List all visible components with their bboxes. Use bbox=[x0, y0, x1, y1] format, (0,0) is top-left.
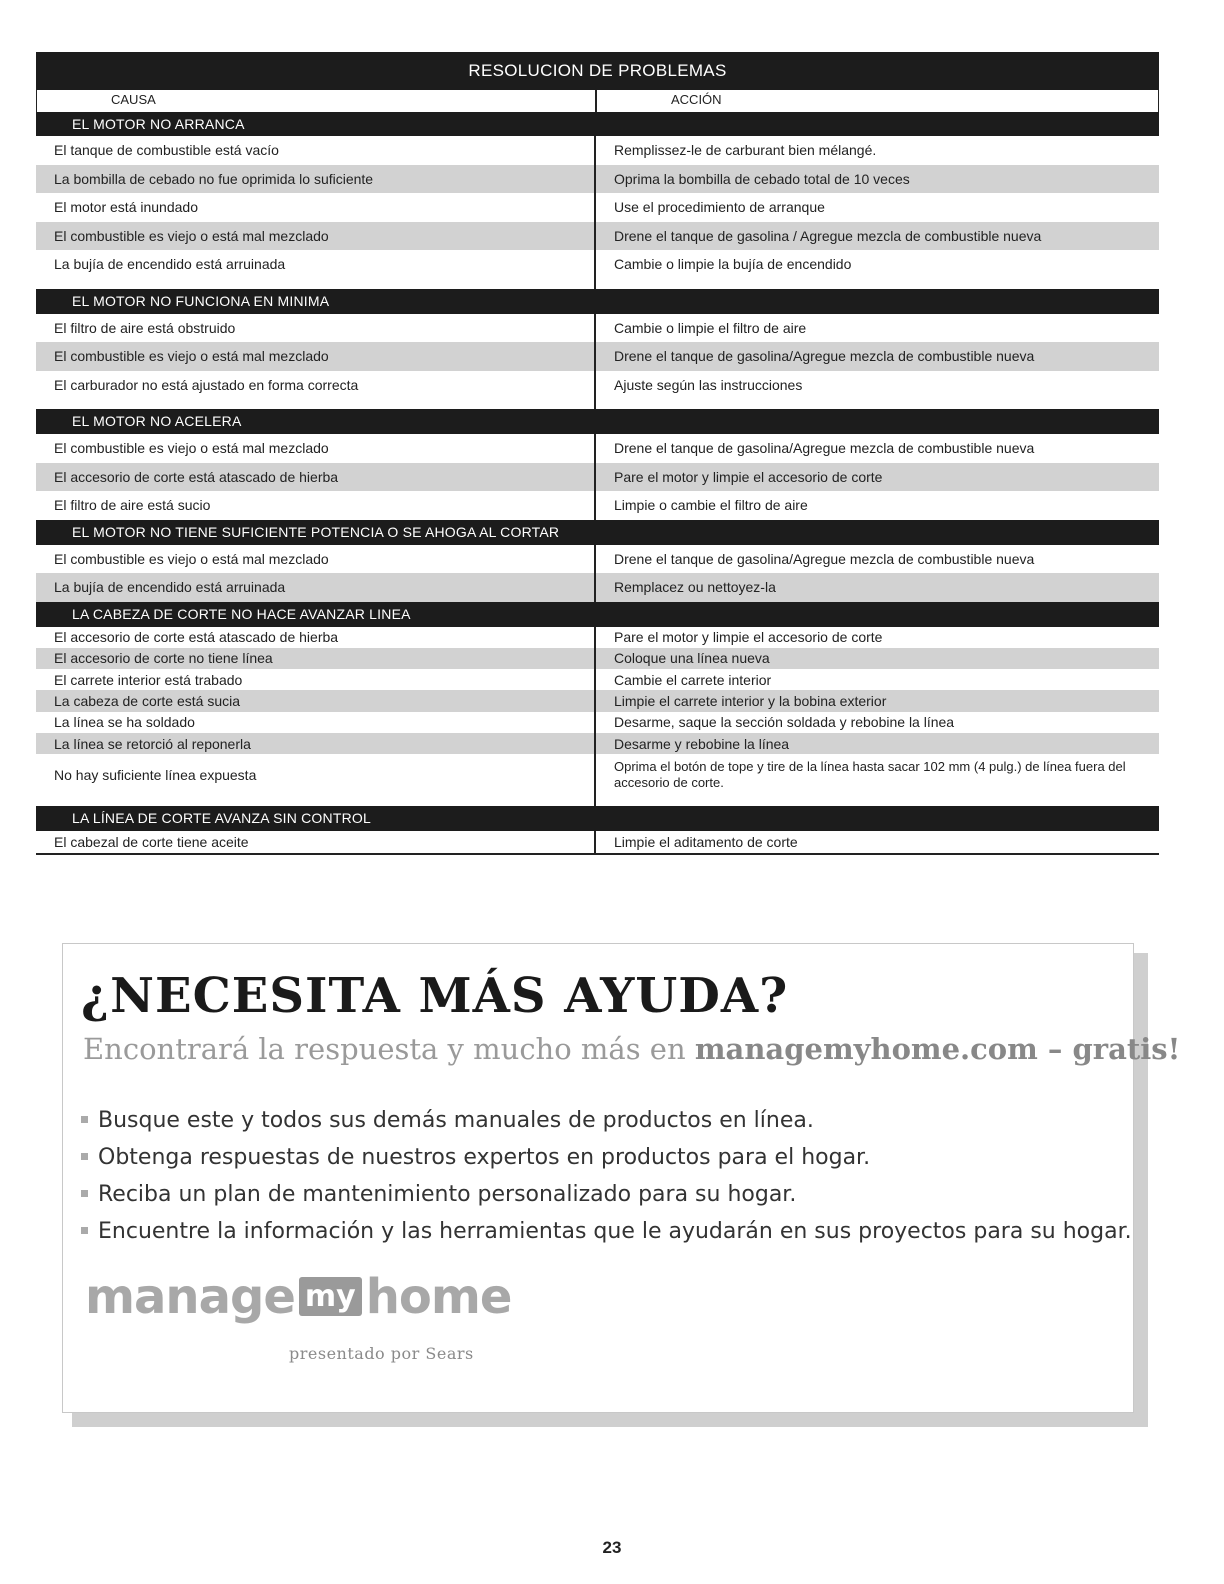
section-heading: LA CABEZA DE CORTE NO HACE AVANZAR LINEA bbox=[36, 602, 1159, 627]
action-cell: Drene el tanque de gasolina / Agregue mezcla de combustible nueva bbox=[614, 227, 1042, 244]
table-row bbox=[36, 434, 1159, 463]
cause-cell: El filtro de aire está sucio bbox=[36, 491, 596, 520]
action-cell: Drene el tanque de gasolina/Agregue mezcla de combustible nueva bbox=[614, 440, 1035, 457]
section-heading: EL MOTOR NO FUNCIONA EN MINIMA bbox=[36, 289, 1159, 314]
table-row bbox=[36, 831, 1159, 854]
column-header-action: ACCIÓN bbox=[671, 92, 722, 107]
cause-cell: El cabezal de corte tiene aceite bbox=[36, 831, 596, 852]
table-row bbox=[36, 733, 1159, 754]
table-row bbox=[36, 669, 1159, 690]
help-subtitle-text: Encontrará la respuesta y mucho más en bbox=[83, 1032, 695, 1066]
gap-cell bbox=[596, 279, 1159, 289]
bullet-text: Busque este y todos sus demás manuales de productos en línea. bbox=[98, 1108, 814, 1133]
square-bullet-icon bbox=[81, 1190, 88, 1197]
managemyhome-logo bbox=[85, 1269, 511, 1325]
list-item bbox=[81, 1215, 1132, 1252]
section-gap bbox=[36, 796, 1159, 806]
cause-cell: El combustible es viejo o está mal mezclado bbox=[36, 342, 596, 371]
cause-cell: El combustible es viejo o está mal mezclado bbox=[36, 434, 596, 463]
action-cell: Oprima la bombilla de cebado total de 10 veces bbox=[614, 170, 910, 187]
list-item bbox=[81, 1178, 1132, 1215]
cause-cell: El combustible es viejo o está mal mezclado bbox=[36, 222, 596, 251]
help-title: ¿NECESITA MÁS AYUDA? bbox=[81, 968, 789, 1024]
help-box bbox=[62, 943, 1181, 1413]
cause-cell: El motor está inundado bbox=[36, 193, 596, 222]
table-row bbox=[36, 463, 1159, 492]
logo-text-manage: manage bbox=[85, 1269, 295, 1325]
square-bullet-icon bbox=[81, 1116, 88, 1123]
cause-cell: La bombilla de cebado no fue oprimida lo suficiente bbox=[36, 165, 596, 194]
square-bullet-icon bbox=[81, 1227, 88, 1234]
table-row bbox=[36, 222, 1159, 251]
table-row bbox=[36, 342, 1159, 371]
cause-cell: El carburador no está ajustado en forma correcta bbox=[36, 371, 596, 400]
action-cell: Limpie el carrete interior y la bobina exterior bbox=[614, 693, 887, 710]
gap-cell bbox=[36, 399, 596, 409]
bullet-text: Encuentre la información y las herramientas que le ayudarán en sus proyectos para su hogar. bbox=[98, 1219, 1132, 1244]
troubleshooting-table bbox=[36, 52, 1159, 855]
cause-cell: El accesorio de corte está atascado de hierba bbox=[36, 627, 596, 648]
help-website-link[interactable]: managemyhome.com – gratis! bbox=[694, 1032, 1181, 1066]
table-row bbox=[36, 712, 1159, 733]
section-gap bbox=[36, 399, 1159, 409]
table-row bbox=[36, 491, 1159, 520]
action-cell: Desarme y rebobine la línea bbox=[614, 735, 790, 752]
action-cell: Remplacez ou nettoyez-la bbox=[614, 579, 776, 596]
action-cell: Remplissez-le de carburant bien mélangé. bbox=[614, 142, 877, 159]
section-heading: LA LÍNEA DE CORTE AVANZA SIN CONTROL bbox=[36, 806, 1159, 831]
cause-cell: El accesorio de corte está atascado de hierba bbox=[36, 463, 596, 492]
table-row bbox=[36, 545, 1159, 574]
table-row bbox=[36, 136, 1159, 165]
table-row bbox=[36, 314, 1159, 343]
column-header-row bbox=[36, 90, 1159, 112]
section-gap bbox=[36, 279, 1159, 289]
square-bullet-icon bbox=[81, 1153, 88, 1160]
list-item bbox=[81, 1104, 1132, 1141]
action-cell: Cambie o limpie la bujía de encendido bbox=[614, 256, 852, 273]
logo-text-home: home bbox=[365, 1269, 512, 1325]
gap-cell bbox=[36, 796, 596, 806]
cause-cell: La línea se retorció al reponerla bbox=[36, 733, 596, 754]
help-box-shadow bbox=[1134, 953, 1148, 1425]
table-row bbox=[36, 648, 1159, 669]
action-cell: Pare el motor y limpie el accesorio de corte bbox=[614, 629, 883, 646]
page-number: 23 bbox=[602, 1538, 622, 1557]
action-cell: Desarme, saque la sección soldada y rebobine la línea bbox=[614, 714, 955, 731]
table-row bbox=[36, 627, 1159, 648]
action-cell: Limpie o cambie el filtro de aire bbox=[614, 497, 808, 514]
table-row bbox=[36, 165, 1159, 194]
bullet-text: Obtenga respuestas de nuestros expertos en productos para el hogar. bbox=[98, 1145, 871, 1170]
cause-cell: La bujía de encendido está arruinada bbox=[36, 573, 596, 602]
table-row bbox=[36, 573, 1159, 602]
action-cell: Pare el motor y limpie el accesorio de corte bbox=[614, 468, 883, 485]
action-cell: Drene el tanque de gasolina/Agregue mezcla de combustible nueva bbox=[614, 348, 1035, 365]
cause-cell: El filtro de aire está obstruido bbox=[36, 314, 596, 343]
cause-cell: La bujía de encendido está arruinada bbox=[36, 250, 596, 279]
help-subtitle bbox=[83, 1032, 1180, 1066]
cause-cell: El carrete interior está trabado bbox=[36, 669, 596, 690]
table-row bbox=[36, 371, 1159, 400]
table-row bbox=[36, 250, 1159, 279]
section-heading: EL MOTOR NO TIENE SUFICIENTE POTENCIA O SE AHOGA AL CORTAR bbox=[36, 520, 1159, 545]
action-cell: Limpie el aditamento de corte bbox=[614, 833, 798, 850]
section-heading: EL MOTOR NO ARRANCA bbox=[36, 112, 1159, 136]
action-cell: Ajuste según las instrucciones bbox=[614, 376, 803, 393]
table-title: RESOLUCION DE PROBLEMAS bbox=[36, 52, 1159, 90]
logo-tagline: presentado por Sears bbox=[289, 1344, 474, 1363]
action-cell: Oprima el botón de tope y tire de la línea hasta sacar 102 mm (4 pulg.) de línea fuera del accesorio de corte. bbox=[614, 759, 1126, 791]
action-cell: Drene el tanque de gasolina/Agregue mezcla de combustible nueva bbox=[614, 550, 1035, 567]
bullet-text: Reciba un plan de mantenimiento personalizado para su hogar. bbox=[98, 1182, 797, 1207]
gap-cell bbox=[596, 796, 1159, 806]
cause-cell: El combustible es viejo o está mal mezclado bbox=[36, 545, 596, 574]
table-row bbox=[36, 754, 1159, 796]
action-cell: Use el procedimiento de arranque bbox=[614, 199, 825, 216]
help-bullet-list bbox=[81, 1104, 1132, 1252]
action-cell: Coloque una línea nueva bbox=[614, 650, 770, 667]
section-heading: EL MOTOR NO ACELERA bbox=[36, 409, 1159, 434]
cause-cell: La cabeza de corte está sucia bbox=[36, 690, 596, 711]
column-header-cause: CAUSA bbox=[37, 90, 597, 112]
cause-cell: No hay suficiente línea expuesta bbox=[36, 754, 596, 796]
action-cell: Cambie o limpie el filtro de aire bbox=[614, 319, 807, 336]
table-row bbox=[36, 690, 1159, 711]
logo-text-my: my bbox=[299, 1277, 362, 1316]
cause-cell: El accesorio de corte no tiene línea bbox=[36, 648, 596, 669]
list-item bbox=[81, 1141, 1132, 1178]
cause-cell: La línea se ha soldado bbox=[36, 712, 596, 733]
gap-cell bbox=[36, 279, 596, 289]
cause-cell: El tanque de combustible está vacío bbox=[36, 136, 596, 165]
gap-cell bbox=[596, 399, 1159, 409]
help-box-shadow bbox=[72, 1413, 1148, 1427]
table-row bbox=[36, 193, 1159, 222]
action-cell: Cambie el carrete interior bbox=[614, 671, 772, 688]
